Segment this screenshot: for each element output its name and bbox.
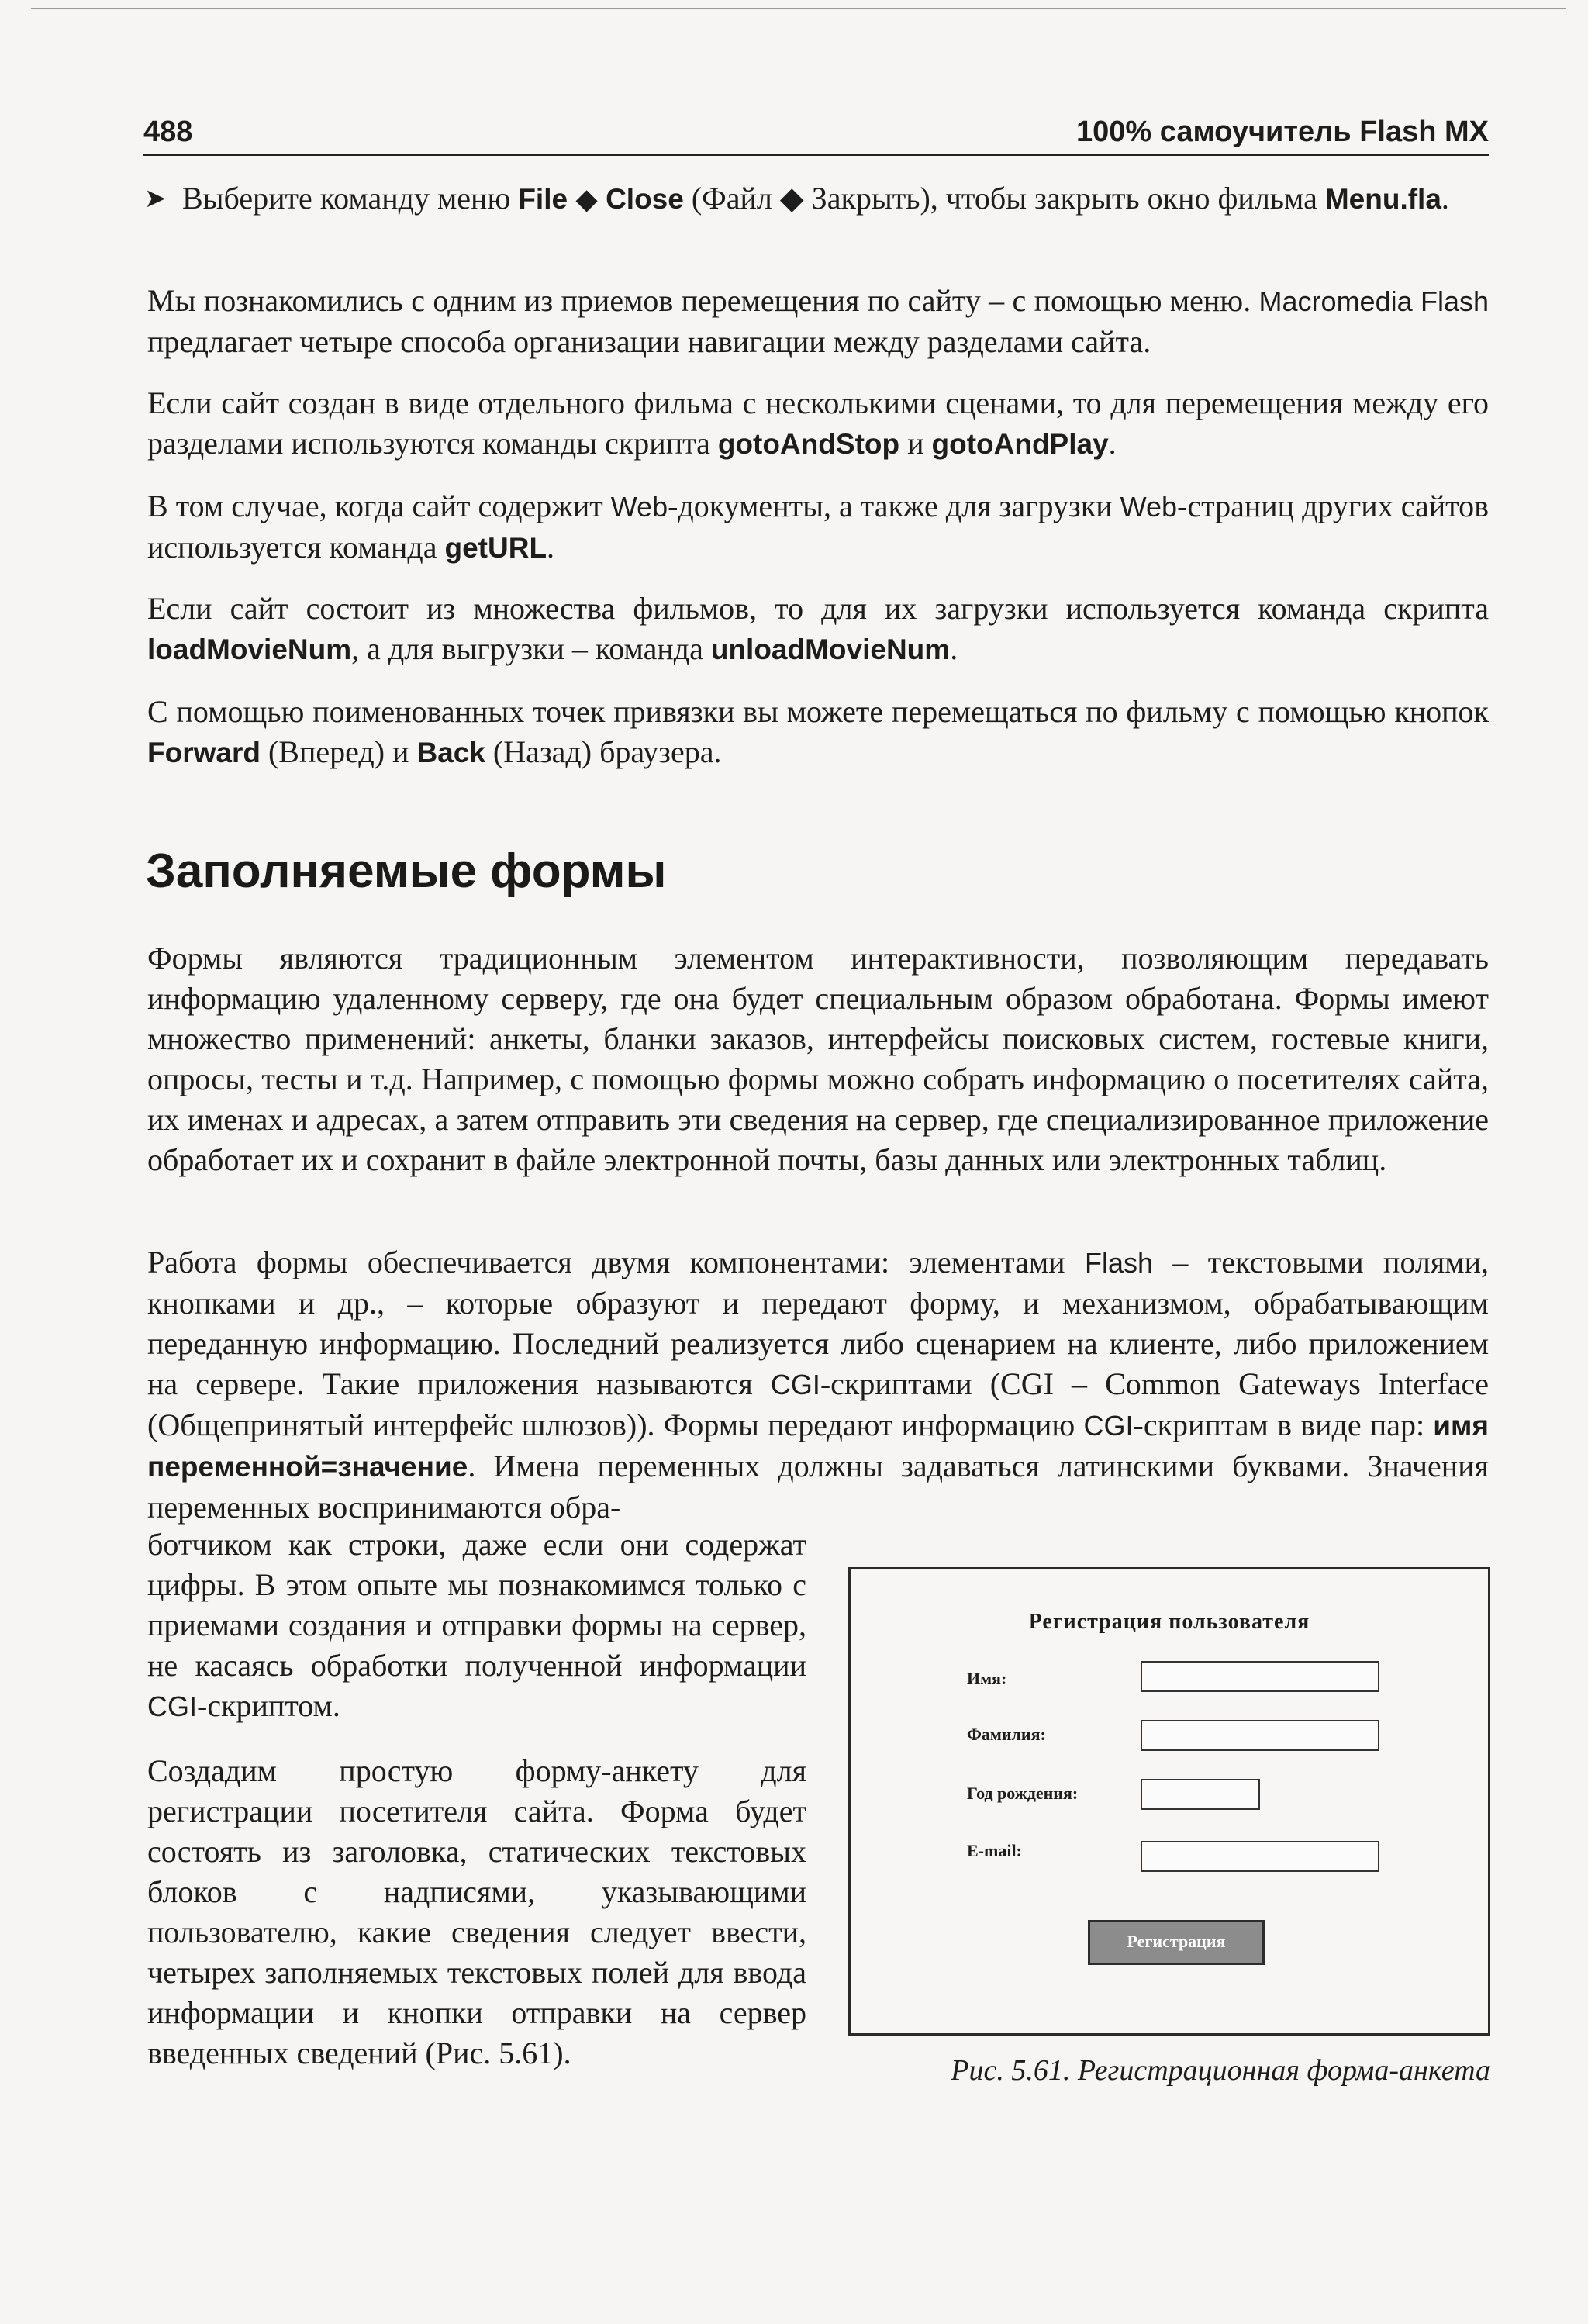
paragraph-create-form: Создадим простую форму-анкету для регистрации посетителя сайта. Форма будет состоять из заголовка, статических текстовых блоков с надписями, указывающими пользователю, какие сведения следует ввести, четырех заполняемых текстовых полей для ввода информации и кнопки отправки на сервер введенных сведений (Рис. 5.61). xyxy=(147,1753,806,2070)
paragraph-navigation-intro: Мы познакомились с одним из приемов перемещения по сайту – с помощью меню. Macromedia Flash предлагает четыре способа организации навигации между разделами сайта. xyxy=(147,283,1489,359)
first-name-label: Имя: xyxy=(967,1669,1007,1688)
bullet-close-command: ➤ Выберите команду меню File ◆ Close (Файл ◆ Закрыть), чтобы закрыть окно фильма Menu.fla. xyxy=(147,178,1489,219)
scan-edge-rule xyxy=(31,8,1566,9)
paragraph-load-movie: Если сайт состоит из множества фильмов, то для их загрузки используется команда скрипта loadMovieNum, а для выгрузки – команда unloadMovieNum. xyxy=(147,591,1489,666)
paragraph-form-components: Работа формы обеспечивается двумя компонентами: элементами Flash – текстовыми полями, кнопками и др., – которые образуют и передают форму, и механизмом, обрабатывающим переданную информацию. Последний реализуется либо сценарием на клиенте, либо приложением на сервере. Такие приложения называются CGI-скриптами (CGI – Common Gateways Interface (Общепринятый интерфейс шлюзов)). Формы передают информацию CGI-скриптам в виде пар: имя переменной=значение. Имена переменных должны задаваться латинскими буквами. Значения переменных воспринимаются обра- xyxy=(147,1245,1489,1525)
form-title: Регистрация пользователя xyxy=(1028,1610,1310,1634)
name-value-pair: имя переменной=значение xyxy=(147,1410,1489,1483)
first-name-input[interactable] xyxy=(1141,1661,1379,1692)
paragraph-form-components-continued: ботчиком как строки, даже если они содержат цифры. В этом опыте мы познакомимся только с приемами создания и отправки формы на сервер, не касаясь обработки полученной информации CGI-скриптом. xyxy=(147,1527,806,1723)
paragraph-web-documents: В том случае, когда сайт содержит Web-документы, а также для загрузки Web-страниц других сайтов используется команда getURL. xyxy=(147,489,1489,565)
book-title: 100% самоучитель Flash MX xyxy=(1076,116,1489,148)
birth-year-label: Год рождения: xyxy=(967,1784,1079,1803)
arrow-bullet-icon: ➤ xyxy=(144,183,167,214)
email-input[interactable] xyxy=(1141,1841,1379,1872)
running-header xyxy=(143,107,1489,156)
last-name-input[interactable] xyxy=(1141,1720,1379,1751)
menu-command: File ◆ Close xyxy=(518,183,684,215)
section-heading: Заполняемые формы xyxy=(146,844,667,898)
paragraph-forms-intro: Формы являются традиционным элементом интерактивности, позволяющим передавать информацию удаленному серверу, где она будет специальным образом обработана. Формы имеют множество применений: анкеты, бланки заказов, интерфейсы поисковых систем, гостевые книги, опросы, тесты и т.д. Например, с помощью формы можно собрать информацию о посетителях сайта, их именах и адресах, а затем отправить эти сведения на сервер, где специализированное приложение обработает их и сохранит в файле электронной почты, базы данных или электронных таблиц. xyxy=(147,941,1489,1177)
paragraph-anchors: С помощью поименованных точек привязки вы можете перемещаться по фильму с помощью кнопок Forward (Вперед) и Back (Назад) браузера. xyxy=(147,694,1489,769)
file-name: Menu.fla xyxy=(1324,183,1441,215)
birth-year-input[interactable] xyxy=(1141,1779,1260,1810)
figure-caption: Рис. 5.61. Регистрационная форма-анкета xyxy=(951,2054,1490,2087)
registration-form-figure xyxy=(848,1567,1490,2036)
register-button[interactable]: Регистрация xyxy=(1088,1920,1265,1965)
page-number: 488 xyxy=(143,116,193,148)
paragraph-scenes: Если сайт создан в виде отдельного фильма с несколькими сценами, то для перемещения между его разделами используются команды скрипта gotoAndStop и gotoAndPlay. xyxy=(147,385,1489,461)
email-label: E-mail: xyxy=(967,1841,1022,1860)
last-name-label: Фамилия: xyxy=(967,1725,1046,1744)
